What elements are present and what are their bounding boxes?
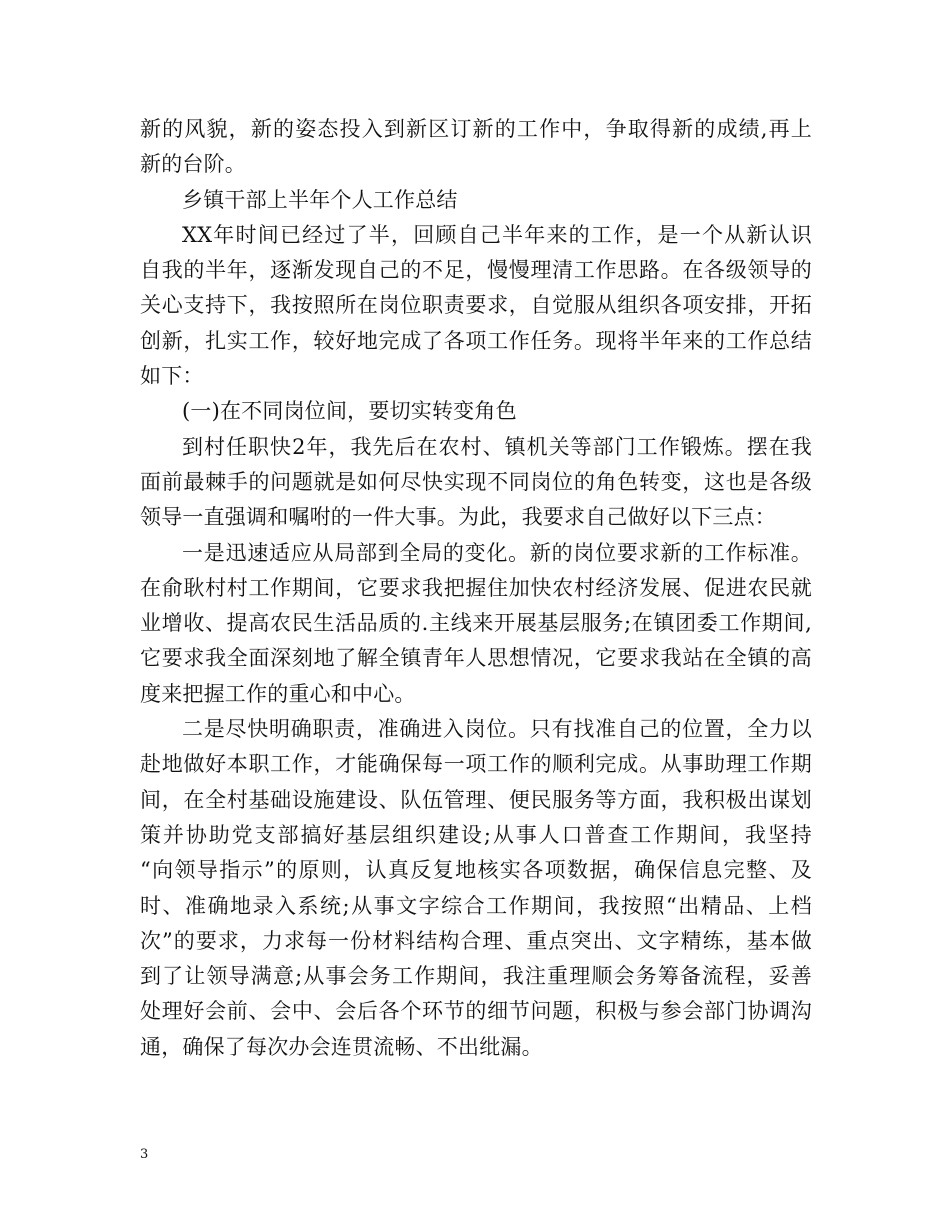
text-line: (一)在不同岗位间，要切实转变角色 [182, 399, 517, 424]
text-line: 新的台阶。 [140, 152, 246, 177]
text-line: 赴地做好本职工作，才能确保每一项工作的顺利完成。从事助理工作期 [140, 752, 812, 777]
text-line: 创新，扎实工作，较好地完成了各项工作任务。现将半年来的工作总结 [140, 328, 812, 353]
text-line: 关心支持下，我按照所在岗位职责要求，自觉服从组织各项安排，开拓 [140, 293, 812, 318]
text-line: 一是迅速适应从局部到全局的变化。新的岗位要求新的工作标准。 [182, 540, 812, 565]
text-line: 面前最棘手的问题就是如何尽快实现不同岗位的角色转变，这也是各级 [140, 469, 812, 494]
text-line: 二是尽快明确职责，准确进入岗位。只有找准自己的位置，全力以 [182, 717, 812, 742]
text-line: 自我的半年，逐渐发现自己的不足，慢慢理清工作思路。在各级领导的 [140, 258, 812, 283]
text-line: 通，确保了每次办会连贯流畅、不出纰漏。 [140, 1034, 543, 1059]
text-line: XX年时间已经过了半，回顾自己半年来的工作，是一个从新认识 [182, 222, 812, 247]
text-line: 到村任职快2年，我先后在农村、镇机关等部门工作锻炼。摆在我 [182, 434, 812, 459]
text-line: 策并协助党支部搞好基层组织建设;从事人口普查工作期间，我坚持 [140, 822, 812, 847]
text-line: 度来把握工作的重心和中心。 [140, 681, 416, 706]
text-line: 时、准确地录入系统;从事文字综合工作期间，我按照“出精品、上档 [140, 893, 812, 918]
text-line: 到了让领导满意;从事会务工作期间，我注重理顺会务筹备流程，妥善 [140, 964, 812, 989]
text-line: 业增收、提高农民生活品质的.主线来开展基层服务;在镇团委工作期间, [140, 611, 812, 636]
text-line: 乡镇干部上半年个人工作总结 [182, 187, 458, 212]
text-line: 领导一直强调和嘱咐的一件大事。为此，我要求自己做好以下三点： [140, 505, 776, 530]
text-line: 间，在全村基础设施建设、队伍管理、便民服务等方面，我积极出谋划 [140, 787, 812, 812]
text-line: 新的风貌，新的姿态投入到新区订新的工作中，争取得新的成绩,再上 [140, 117, 812, 141]
text-line: 次”的要求，力求每一份材料结构合理、重点突出、文字精练，基本做 [140, 928, 812, 953]
text-line: 如下： [140, 364, 204, 389]
document-body [140, 112, 812, 1065]
text-line: “向领导指示”的原则，认真反复地核实各项数据，确保信息完整、及 [140, 858, 812, 883]
text-line: 它要求我全面深刻地了解全镇青年人思想情况，它要求我站在全镇的高 [140, 646, 812, 671]
page-number: 3 [140, 1147, 149, 1162]
text-line: 在俞耿村村工作期间，它要求我把握住加快农村经济发展、促进农民就 [140, 575, 812, 600]
text-line: 处理好会前、会中、会后各个环节的细节问题，积极与参会部门协调沟 [140, 999, 812, 1024]
